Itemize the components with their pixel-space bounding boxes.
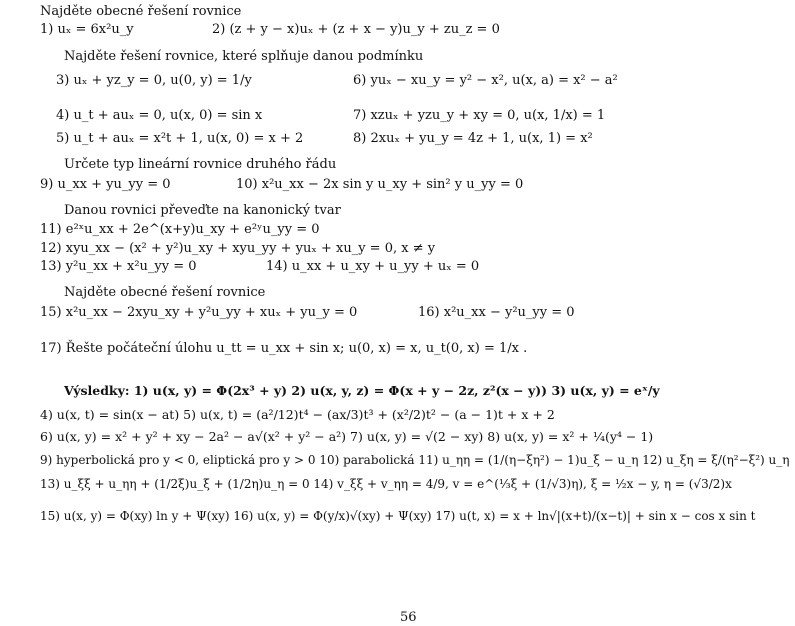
exercise-5: 5) u_t + auₓ = x²t + 1, u(x, 0) = x + 2 xyxy=(56,131,304,146)
heading-equation-type: Určete typ lineární rovnice druhého řádu xyxy=(64,157,337,172)
page-number: 56 xyxy=(400,610,417,625)
exercise-3: 3) uₓ + yz_y = 0, u(0, y) = 1/y xyxy=(56,73,252,88)
exercise-15: 15) x²u_xx − 2xyu_xy + y²u_yy + xuₓ + yu_y = 0 xyxy=(40,305,358,320)
heading-general-solution-2: Najděte obecné řešení rovnice xyxy=(64,285,266,300)
exercise-6: 6) yuₓ − xu_y = y² − x², u(x, a) = x² − a² xyxy=(353,73,618,88)
exercise-10: 10) x²u_xx − 2x sin y u_xy + sin² y u_yy = 0 xyxy=(236,177,524,192)
exercise-14: 14) u_xx + u_xy + u_yy + uₓ = 0 xyxy=(266,259,480,274)
exercise-7: 7) xzuₓ + yzu_y + xy = 0, u(x, 1/x) = 1 xyxy=(353,108,606,123)
results-line-2: 4) u(x, t) = sin(x − at) 5) u(x, t) = (a²/12)t⁴ − (ax/3)t³ + (x²/2)t² − (a − 1)t + x + 2 xyxy=(40,407,555,422)
results-line-1: Výsledky: 1) u(x, y) = Φ(2x³ + y) 2) u(x, y, z) = Φ(x + y − 2z, z²(x − y)) 3) u(x, y) = eˣ/y xyxy=(64,383,660,398)
results-line-3: 6) u(x, y) = x² + y² + xy − 2a² − a√(x² + y² − a²) 7) u(x, y) = √(2 − xy) 8) u(x, y) = x² + ¼(y⁴ − 1) xyxy=(40,429,654,444)
exercise-8: 8) 2xuₓ + yu_y = 4z + 1, u(x, 1) = x² xyxy=(353,131,593,146)
exercise-2: 2) (z + y − x)uₓ + (z + x − y)u_y + zu_z = 0 xyxy=(212,22,500,37)
exercise-4: 4) u_t + auₓ = 0, u(x, 0) = sin x xyxy=(56,108,263,123)
results-line-4: 9) hyperbolická pro y < 0, eliptická pro y > 0 10) parabolická 11) u_ηη = (1/(η−ξη²) − 1)u_ξ − u_η 12) u_ξη = ξ/(η²−ξ²) u_η xyxy=(40,453,790,467)
results-line-5: 13) u_ξξ + u_ηη + (1/2ξ)u_ξ + (1/2η)u_η = 0 14) v_ξξ + v_ηη = 4/9, v = e^(⅓ξ + (1/√3)η), ξ = ½x − y, η = (√3/2)x xyxy=(40,477,732,491)
exercise-13: 13) y²u_xx + x²u_yy = 0 xyxy=(40,259,197,274)
exercise-9: 9) u_xx + yu_yy = 0 xyxy=(40,177,171,192)
exercise-17: 17) Řešte počáteční úlohu u_tt = u_xx + sin x; u(0, x) = x, u_t(0, x) = 1/x . xyxy=(40,341,528,356)
exercise-12: 12) xyu_xx − (x² + y²)u_xy + xyu_yy + yuₓ + xu_y = 0, x ≠ y xyxy=(40,241,436,256)
heading-particular-solution: Najděte řešení rovnice, které splňuje danou podmínku xyxy=(64,49,424,64)
exercise-16: 16) x²u_xx − y²u_yy = 0 xyxy=(418,305,575,320)
heading-general-solution-1: Najděte obecné řešení rovnice xyxy=(40,4,242,19)
results-line-6: 15) u(x, y) = Φ(xy) ln y + Ψ(xy) 16) u(x, y) = Φ(y/x)√(xy) + Ψ(xy) 17) u(t, x) = x + ln√|(x+t)/(x−t)| + sin x − cos x sin t xyxy=(40,509,756,523)
exercise-1: 1) uₓ = 6x²u_y xyxy=(40,22,134,37)
heading-canonical-form: Danou rovnici převeďte na kanonický tvar xyxy=(64,203,341,218)
exercise-11: 11) e²ˣu_xx + 2e^(x+y)u_xy + e²ʸu_yy = 0 xyxy=(40,222,320,237)
